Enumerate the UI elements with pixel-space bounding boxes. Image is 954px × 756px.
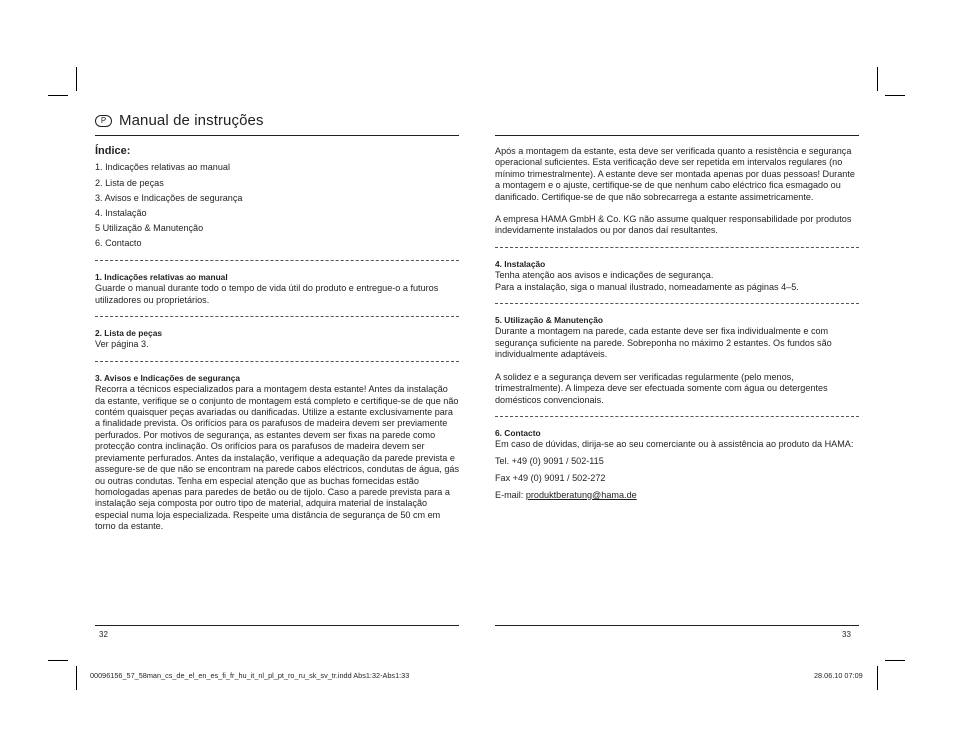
section-text: Durante a montagem na parede, cada estante deve ser fixa individualmente e com segurança suficiente na parede. Sobreponha no máximo 2 estantes. Os fundos são individualmente adaptáveis. xyxy=(495,326,832,360)
print-slug-filename: 00096156_57_58man_cs_de_el_en_es_fi_fr_hu_it_nl_pl_pt_ro_ru_sk_sv_tr.indd Abs1:32-Abs1:33 xyxy=(90,671,410,680)
index-item: 6. Contacto xyxy=(95,238,142,249)
index-heading: Índice: xyxy=(95,145,131,157)
index-item: 4. Instalação xyxy=(95,208,147,219)
page-header xyxy=(95,112,264,129)
email-line xyxy=(495,490,859,501)
index-item: 2. Lista de peças xyxy=(95,177,164,188)
section-text: Recorra a técnicos especializados para a montagem desta estante! Antes da instalação da estante, verifique se o conjunto de montagem está completo e certifique-se de que não contém quaisquer peças avariadas ou danificadas. Utilize a estante exclusivamente para a finalidade prevista. Os orifícios para os parafusos de madeira devem ser previamente perfurados. Por motivos de segurança, as estantes devem ser fixas na parede como protecção contra inclinação. Os orifícios para os parafusos de madeira devem ser previamente perfurados. Antes da instalação, verifique a adequação da parede prevista e assegure-se de que não se encontram na parede cabos eléctricos, condutas de água, gás ou outras condutas. Tenha em especial atenção que as buchas fornecidas estão homologadas apenas para paredes de betão ou de tijolo. Caso a parede prevista para a instalação seja composta por outro tipo de material, adquira material de instalação especial numa loja especializada. Respeite uma distância de segurança de 50 cm em torno da estante. xyxy=(95,384,459,532)
dashed-divider xyxy=(95,260,459,261)
crop-mark xyxy=(877,67,878,91)
section-title: 3. Avisos e Indicações de segurança xyxy=(95,372,241,383)
crop-mark xyxy=(76,67,77,91)
header-rule xyxy=(95,135,459,136)
page-number: 33 xyxy=(842,630,851,639)
section-text: Em caso de dúvidas, dirija-se ao seu comerciante ou à assistência ao produto da HAMA: xyxy=(495,439,854,450)
index-item: 3. Avisos e Indicações de segurança xyxy=(95,192,243,203)
right-content xyxy=(495,146,859,501)
email-link[interactable]: produktberatung@hama.de xyxy=(525,490,637,501)
intro-paragraph: Após a montagem da estante, esta deve ser verificada quanto a resistência e segurança operacional suficientes. Esta verificação deve ser repetida em intervalos regulares (no mínimo trimestralmente). A estante deve ser montada apenas por duas pessoas! Durante a montagem e o ajuste, certifique-se de que nenhum cabo eléctrico fica esmagado ou danificado. Certifique-se de que não sobrecarrega a estante assimetricamente. xyxy=(495,146,855,202)
crop-mark xyxy=(48,660,68,661)
left-content xyxy=(95,146,459,533)
section-title: 6. Contacto xyxy=(495,427,541,438)
section-title: 4. Instalação xyxy=(495,258,546,269)
dashed-divider xyxy=(495,303,859,304)
dashed-divider xyxy=(95,316,459,317)
crop-mark xyxy=(877,666,878,690)
section-text: Ver página 3. xyxy=(95,339,149,350)
section-title: 2. Lista de peças xyxy=(95,328,163,339)
language-badge: P xyxy=(95,115,112,127)
index-item: 1. Indicações relativas ao manual xyxy=(95,162,230,173)
page-title: Manual de instruções xyxy=(119,112,264,129)
crop-mark xyxy=(48,95,68,96)
header-rule xyxy=(495,135,859,136)
intro-paragraph: A empresa HAMA GmbH & Co. KG não assume qualquer responsabilidade por produtos indevidamente instalados ou por danos daí resultantes. xyxy=(495,214,852,236)
fax-number: Fax +49 (0) 9091 / 502-272 xyxy=(495,473,606,484)
index-item: 5 Utilização & Manutenção xyxy=(95,223,204,234)
page-number: 32 xyxy=(99,630,108,639)
section-text: Para a instalação, siga o manual ilustrado, nomeadamente as páginas 4–5. xyxy=(495,281,799,292)
crop-mark xyxy=(885,95,905,96)
crop-mark xyxy=(885,660,905,661)
section-text: Guarde o manual durante todo o tempo de vida útil do produto e entregue-o a futuros utilizadores ou proprietários. xyxy=(95,283,439,305)
print-slug-date: 28.06.10 07:09 xyxy=(814,671,863,680)
dashed-divider xyxy=(95,361,459,362)
email-label: E-mail: xyxy=(495,490,526,501)
dashed-divider xyxy=(495,416,859,417)
phone-number: Tel. +49 (0) 9091 / 502-115 xyxy=(495,456,604,467)
crop-mark xyxy=(76,666,77,690)
footer-rule xyxy=(495,625,859,626)
section-text: A solidez e a segurança devem ser verificadas regularmente (pelo menos, trimestralmente). A limpeza deve ser efectuada somente com água ou detergentes domésticos convencionais. xyxy=(495,371,828,405)
footer-rule xyxy=(95,625,459,626)
section-text: Tenha atenção aos avisos e indicações de segurança. xyxy=(495,270,714,281)
dashed-divider xyxy=(495,247,859,248)
section-title: 5. Utilização & Manutenção xyxy=(495,315,603,326)
section-title: 1. Indicações relativas ao manual xyxy=(95,271,228,282)
